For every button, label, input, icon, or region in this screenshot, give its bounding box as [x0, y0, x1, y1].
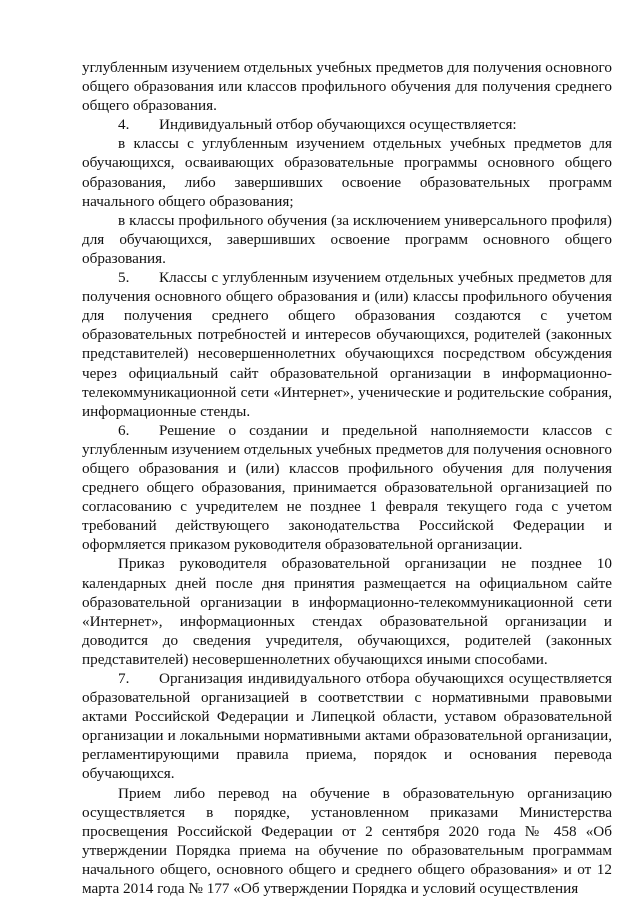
paragraph-3-text: в классы с углубленным изучением отдельных учебных предметов для обучающихся, осваивающих образовательные программы основного общего образования, либо завершивших освоение образовательных программ начального общего образования; — [82, 135, 612, 210]
document-page — [82, 58, 612, 898]
paragraph-9-text: Прием либо перевод на обучение в образовательную организацию осуществляется в порядке, установленном приказами Министерства просвещения Российской Федерации от 2 сентября 2020 года № 458 «Об утверждении Порядка приема на обучение по образовательным программам начального общего, основного общего и среднего общего образования» и от 12 марта 2014 года № 177 «Об утверждении Порядка и условий осуществления — [82, 784, 612, 898]
paragraph-2 — [82, 115, 612, 134]
paragraph-7 — [82, 554, 612, 669]
paragraph-6-number: 6. — [118, 421, 130, 439]
paragraph-8 — [82, 669, 612, 784]
paragraph-2-number: 4. — [118, 116, 130, 134]
paragraph-6-text: Решение о создании и предельной наполняемости классов с углубленным изучением отдельных учебных предметов для получения основного общего образования и (или) классов профильного обучения для получения среднего общего образования, принимается образовательной организацией по согласованию с учредителем не позднее 1 февраля текущего года с учетом требований действующего законодательства Российской Федерации и оформляется приказом руководителя образовательной организации. — [82, 421, 613, 554]
paragraph-5-number: 5. — [118, 269, 130, 287]
paragraph-6 — [82, 421, 612, 555]
paragraph-2-text: Индивидуальный отбор обучающихся осуществляется: — [159, 116, 517, 134]
paragraph-8-text: Организация индивидуального отбора обучающихся осуществляется образовательной организацией в соответствии с нормативными правовыми актами Российской Федерации и Липецкой области, уставом образовательной организации и локальными нормативными актами образовательной организации, регламентирующими правила приема, порядок и основания перевода обучающихся. — [82, 670, 612, 783]
paragraph-7-text: Приказ руководителя образовательной организации не позднее 10 календарных дней после дня принятия размещается на официальном сайте образовательной организации в информационно-телекоммуникационной сети «Интернет», информационных стендах образовательной организации и доводится до сведения учредителя, обучающихся, родителей (законных представителей) несовершеннолетних обучающихся иными способами. — [82, 555, 612, 668]
paragraph-5 — [82, 268, 612, 421]
paragraph-1-text: углубленным изучением отдельных учебных предметов для получения основного общего образования или классов профильного обучения для получения среднего общего образования. — [82, 59, 613, 115]
paragraph-1 — [82, 58, 612, 115]
paragraph-4 — [82, 211, 612, 268]
paragraph-3 — [82, 134, 612, 210]
paragraph-4-text: в классы профильного обучения (за исключением универсального профиля) для обучающихся, завершивших освоение программ основного общего образования. — [82, 211, 612, 267]
paragraph-9 — [82, 784, 612, 899]
paragraph-8-number: 7. — [118, 670, 130, 687]
paragraph-5-text: Классы с углубленным изучением отдельных учебных предметов для получения основного общего образования и (или) классы профильного обучения для получения среднего общего образования создаются с учетом образовательных потребностей и интересов обучающихся, родителей (законных представителей) несовершеннолетних обучающихся посредством обсуждения через официальный сайт образовательной организации в информационно-телекоммуникационной сети «Интернет», ученические и родительские собрания, информационные стенды. — [82, 269, 612, 420]
